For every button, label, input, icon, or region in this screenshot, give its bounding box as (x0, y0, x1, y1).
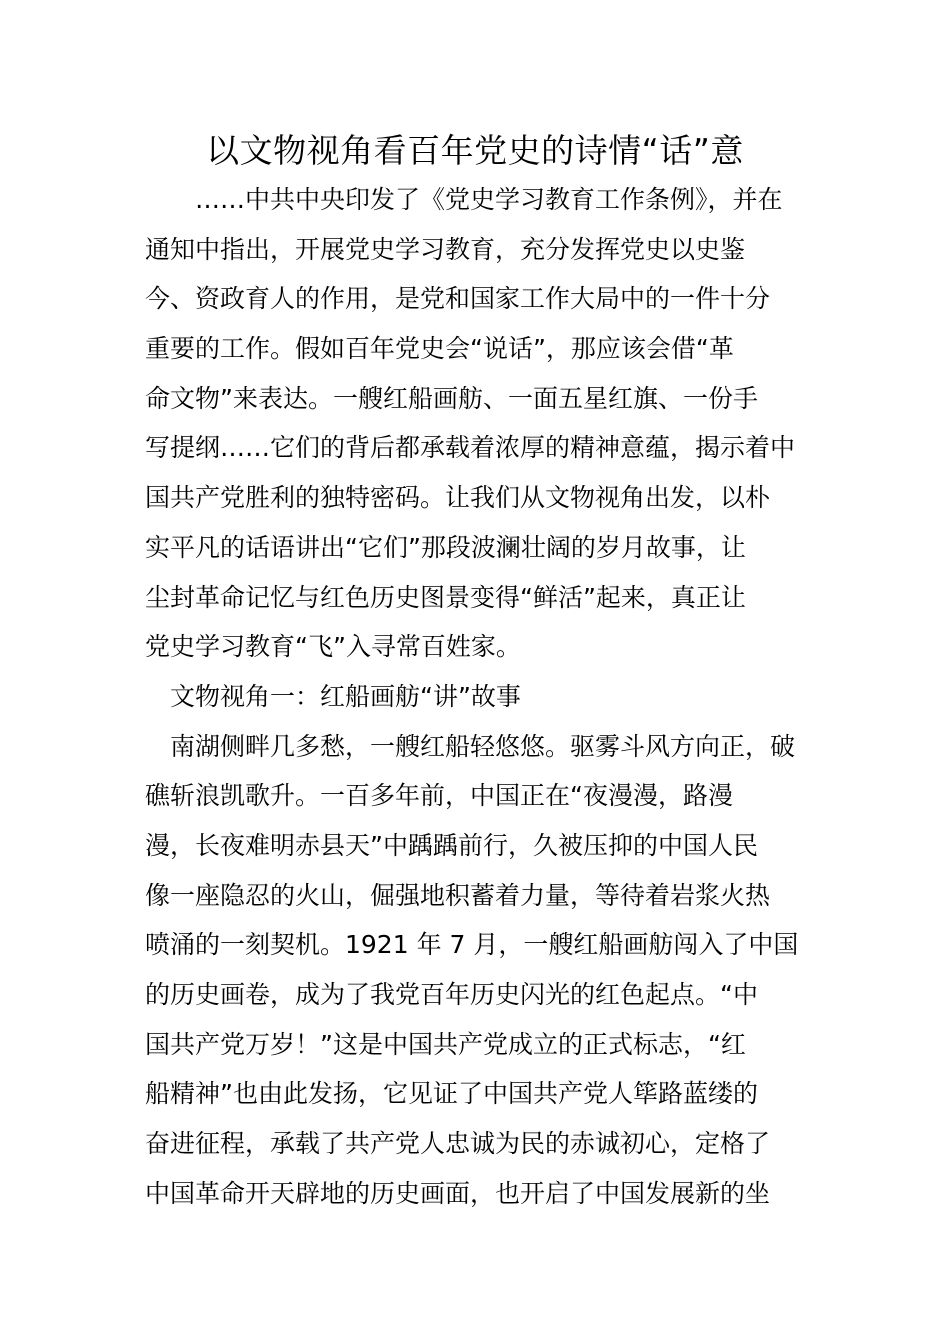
section-heading: 文物视角一：红船画舫“讲”故事 (170, 681, 521, 711)
body-line: 像一座隐忍的火山，倔强地积蓄着力量，等待着岩浆火热 (145, 880, 771, 910)
body-line: 实平凡的话语讲出“它们”那段波澜壮阔的岁月故事，让 (145, 532, 746, 562)
body-line: 礁斩浪凯歌升。一百多年前，中国正在“夜漫漫，路漫 (145, 781, 733, 811)
body-line: 船精神”也由此发扬，它见证了中国共产党人筚路蓝缕的 (145, 1079, 758, 1109)
document-title: 以文物视角看百年党史的诗情“话”意 (206, 131, 744, 170)
body-line: 重要的工作。假如百年党史会“说话”，那应该会借“革 (145, 334, 734, 364)
body-line: 国共产党万岁！”这是中国共产党成立的正式标志，“红 (145, 1029, 746, 1059)
body-line: ……中共中央印发了《党史学习教育工作条例》，并在 (195, 185, 783, 214)
body-line: 漫，长夜难明赤县天”中踽踽前行，久被压抑的中国人民 (145, 830, 758, 860)
body-line: 通知中指出，开展党史学习教育，充分发挥党史以史鉴 (145, 234, 746, 264)
document-body (145, 175, 813, 1218)
body-line: 今、资政育人的作用，是党和国家工作大局中的一件十分 (145, 284, 771, 314)
body-line: 写提纲……它们的背后都承载着浓厚的精神意蕴，揭示着中 (145, 433, 796, 463)
body-line: 的历史画卷，成为了我党百年历史闪光的红色起点。“中 (145, 980, 758, 1009)
body-line: 国共产党胜利的独特密码。让我们从文物视角出发，以朴 (145, 483, 771, 513)
body-line: 喷涌的一刻契机。1921 年 7 月，一艘红船画舫闯入了中国 (145, 930, 799, 960)
body-line: 尘封革命记忆与红色历史图景变得“鲜活”起来，真正让 (145, 582, 746, 612)
body-line: 命文物”来表达。一艘红船画舫、一面五星红旗、一份手 (145, 383, 758, 413)
body-line: 中国革命开天辟地的历史画面，也开启了中国发展新的坐 (145, 1178, 771, 1208)
body-line: 党史学习教育“飞”入寻常百姓家。 (145, 632, 521, 662)
body-line: 南湖侧畔几多愁，一艘红船轻悠悠。驱雾斗风方向正，破 (170, 731, 796, 761)
body-line: 奋进征程，承载了共产党人忠诚为民的赤诚初心，定格了 (145, 1129, 771, 1159)
